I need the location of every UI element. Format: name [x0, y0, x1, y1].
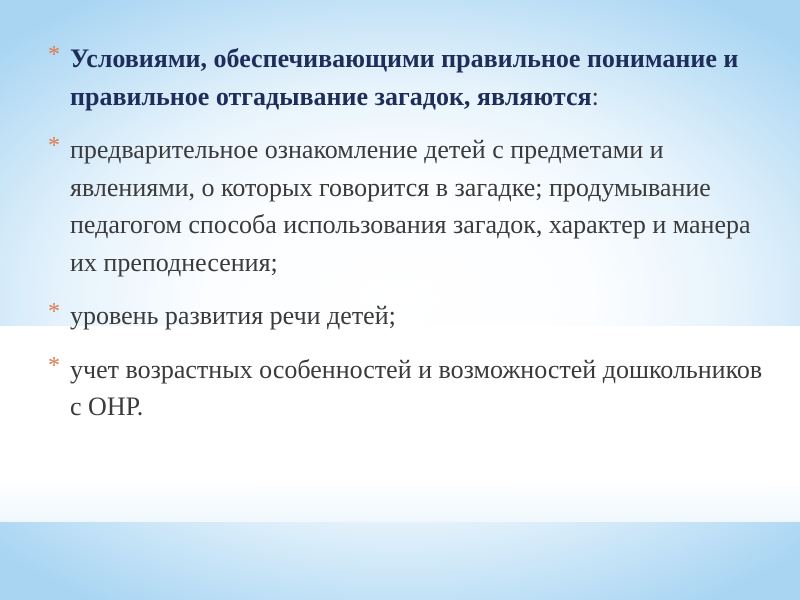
bullet-item-speech-level: [48, 297, 768, 335]
bullet-text: учет возрастных особенностей и возможностей дошкольников с ОНР.: [70, 354, 763, 421]
slide-content: [48, 40, 768, 442]
asterisk-bullet-icon: *: [48, 42, 60, 68]
bullet-item-conditions: [48, 40, 768, 115]
bullet-text: уровень развития речи детей;: [70, 301, 396, 330]
asterisk-bullet-icon: *: [48, 133, 60, 159]
bullet-text: предварительное ознакомление детей с предметами и явлениями, о которых говорится в загадке; продумывание педагогом способа использования загадок, характер и манера их преподнесения;: [70, 135, 751, 277]
bullet-text: Условиями, обеспечивающими правильное понимание и правильное отгадывание загадок, являются: [70, 44, 739, 111]
bullet-item-preliminary: [48, 131, 768, 281]
bullet-item-age-features: [48, 351, 768, 426]
asterisk-bullet-icon: *: [48, 352, 60, 379]
asterisk-bullet-icon: *: [48, 299, 60, 325]
bullet-text-suffix: :: [591, 81, 599, 111]
